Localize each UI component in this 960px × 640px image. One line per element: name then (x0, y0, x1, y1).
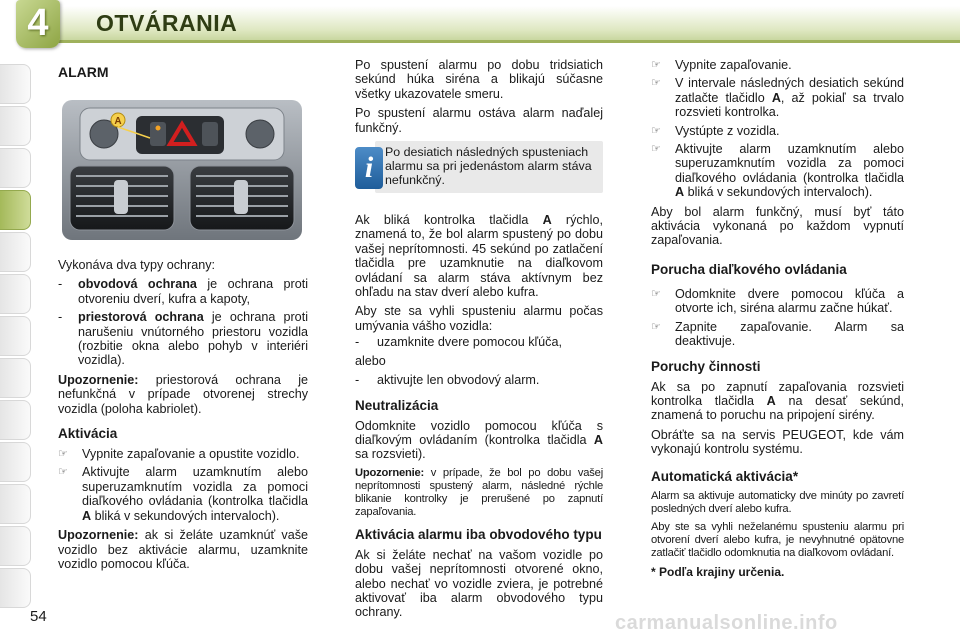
column-3 (651, 58, 904, 584)
side-tab-active[interactable] (0, 190, 31, 230)
dashboard-photo (62, 100, 302, 240)
section-heading-remote-failure: Porucha diaľkového ovládania (651, 261, 847, 277)
section-heading-malfunctions: Poruchy činnosti (651, 358, 761, 374)
text: rýchlo, znamená to, že bol alarm spustený po dobu vašej neprítomnosti. 45 sekúnd po zatlačení tlačidla pre uzamknutie na diaľkovom ovládaní sa alarm stáva aktívnym bez ohľadu na stav dverí alebo kufra. (355, 213, 603, 300)
page-header (0, 0, 960, 44)
note-label: Upozornenie: (58, 372, 139, 387)
paragraph: Aby ste sa vyhli spusteniu alarmu počas umývania vášho vozidla: (355, 304, 603, 333)
button-ref: A (82, 508, 92, 523)
dash-marker: - (58, 277, 63, 292)
term-bold: obvodová ochrana (78, 277, 197, 292)
note-text: ak si želáte uzamknúť vaše vozidlo bez aktivácie alarmu, uzamknite vozidlo pomocou kľúča. (58, 528, 308, 571)
paragraph (355, 419, 603, 462)
paragraph: Ak si želáte nechať na vašom vozidle po dobu vašej neprítomnosti otvorené okno, alebo nechať vo vozidle zviera, je potrebné aktivovať iba alarm obvodového typu ochrany. (355, 547, 603, 620)
dash-marker: - (355, 335, 360, 350)
button-ref: A (593, 432, 603, 447)
protection-types (58, 277, 308, 367)
note-label: Upozornenie: (355, 466, 425, 479)
paragraph: Aby bol alarm funkčný, musí byť táto aktivácia vykonaná po každom vypnutí zapaľovania. (651, 204, 904, 248)
section-heading-activation: Aktivácia (58, 426, 118, 442)
side-tab[interactable] (0, 316, 31, 356)
side-tabs (0, 64, 34, 610)
list-item (651, 58, 904, 72)
note-3 (355, 467, 603, 519)
side-tab[interactable] (0, 148, 31, 188)
chapter-number: 4 (27, 2, 49, 44)
step-text: Odomknite dvere pomocou kľúča a otvorte ich, siréna alarmu začne húkať. (675, 286, 904, 316)
paragraph (355, 213, 603, 299)
step-text: bliká v sekundových intervaloch). (684, 185, 873, 200)
note-label: Upozornenie: (58, 528, 139, 543)
term-text: je ochrana proti narušeniu vnútorného priestoru vozidla (rozbitie okna alebo pohyb v interiéri vozidla). (78, 310, 308, 368)
perimeter-steps (651, 58, 904, 200)
button-ref: A (766, 393, 776, 408)
text: Ak sa po zapnutí zapaľovania rozsvieti kontrolka tlačidla (651, 379, 904, 408)
pointing-hand-icon: ☞ (651, 77, 661, 90)
note-text: priestorová ochrana je nefunkčná v prípade otvorenej strechy vozidla (poloha kabriolet). (58, 372, 308, 416)
remote-steps (651, 287, 904, 349)
item-text: aktivujte len obvodový alarm. (377, 373, 540, 388)
dashboard-illustration (62, 100, 302, 240)
side-tab[interactable] (0, 232, 31, 272)
button-a-label: A (114, 116, 122, 127)
section-heading-perimeter: Aktivácia alarmu iba obvodového typu (355, 526, 602, 542)
column-1 (58, 58, 308, 576)
step-text: Aktivujte alarm uzamknutím alebo superuzamknutím vozidla za pomoci diaľkového ovládania (kontrolka tlačidla (82, 465, 308, 509)
paragraph: Po spustení alarmu po dobu tridsiatich sekúnd húka siréna a blikajú súčasne všetky ukazovatele smeru. (355, 58, 603, 101)
item-text: uzamknite dvere pomocou kľúča, (377, 335, 562, 350)
list-item (58, 465, 308, 523)
step-text: , až pokiaľ sa trvalo rozsvieti kontrolka. (675, 90, 904, 120)
pointing-hand-icon: ☞ (651, 287, 661, 300)
text: sa rozsvieti). (355, 447, 426, 462)
pointing-hand-icon: ☞ (651, 320, 661, 333)
list-item (58, 277, 308, 306)
text: na desať sekúnd, znamená to poruchu na pripojení sirény. (651, 393, 904, 423)
side-tab[interactable] (0, 484, 31, 524)
dash-marker: - (355, 373, 360, 388)
note-text: v prípade, že bol po dobu vašej neprítomnosti spustený alarm, následné rýchle blikanie kontrolky je prerušené po zapnutí zapaľovania. (355, 466, 603, 518)
pointing-hand-icon: ☞ (651, 124, 661, 137)
side-tab[interactable] (0, 442, 31, 482)
step-text: Zapnite zapaľovanie. Alarm sa deaktivuje. (675, 319, 904, 349)
side-tab[interactable] (0, 274, 31, 314)
list-item (651, 124, 904, 138)
side-tab[interactable] (0, 358, 31, 398)
term-text: je ochrana proti otvoreniu dverí, kufra a kapoty, (78, 277, 309, 306)
intro-text: Vykonáva dva typy ochrany: (58, 258, 216, 272)
column-2 (355, 58, 603, 625)
step-text: V intervale následných desiatich sekúnd zatlačte tlačidlo (675, 76, 904, 105)
footnote: * Podľa krajiny určenia. (651, 564, 785, 579)
paragraph (651, 380, 904, 423)
section-heading-alarm: ALARM (58, 64, 109, 80)
list-item (355, 373, 603, 387)
step-text: bliká v sekundových intervaloch). (91, 508, 280, 523)
side-tab[interactable] (0, 64, 31, 104)
dash-marker: - (58, 310, 63, 325)
step-text: Vypnite zapaľovanie. (675, 58, 792, 72)
step-text: Aktivujte alarm uzamknutím alebo superuzamknutím vozidla za pomoci diaľkového ovládania (kontrolka tlačidla (675, 142, 904, 185)
paragraph: Po spustení alarmu ostáva alarm naďalej funkčný. (355, 106, 603, 135)
pointing-hand-icon: ☞ (651, 59, 661, 71)
list-item (355, 335, 603, 349)
note-2 (58, 528, 308, 571)
list-item (58, 310, 308, 368)
text: Odomknite vozidlo pomocou kľúča s diaľkovým ovládaním (kontrolka tlačidla (355, 418, 603, 447)
page-number: 54 (30, 608, 47, 625)
paragraph: alebo (355, 353, 386, 368)
pointing-hand-icon: ☞ (651, 143, 661, 156)
pointing-hand-icon: ☞ (58, 466, 68, 479)
term-bold: priestorová ochrana (78, 310, 204, 325)
chapter-title: OTVÁRANIA (96, 10, 238, 36)
list-item (651, 320, 904, 349)
button-ref: A (675, 185, 685, 200)
side-tab[interactable] (0, 526, 31, 566)
paragraph: Aby ste sa vyhli neželanému spusteniu alarmu pri otvorení dverí alebo kufra, je nevyhnutné opätovne zatlačiť tlačidlo odomknutia na diaľkovom ovládaní. (651, 520, 904, 559)
paragraph: Obráťte sa na servis PEUGEOT, kde vám vykonajú kontrolu systému. (651, 427, 904, 457)
info-icon: i (355, 147, 383, 189)
info-box (355, 141, 603, 203)
button-ref: A (771, 90, 781, 105)
pointing-hand-icon: ☞ (58, 448, 68, 461)
activation-steps (58, 447, 308, 523)
list-item (58, 447, 308, 461)
section-heading-neutralization: Neutralizácia (355, 397, 439, 413)
paragraph: Alarm sa aktivuje automaticky dve minúty po zavretí posledných dverí alebo kufra. (651, 489, 904, 515)
step-text: Vypnite zapaľovanie a opustite vozidlo. (82, 447, 300, 462)
chapter-tab (16, 0, 60, 48)
watermark: carmanualsonline.info (615, 612, 838, 634)
step-text: Vystúpte z vozidla. (675, 123, 780, 138)
note-1 (58, 373, 308, 416)
text: Ak bliká kontrolka tlačidla (355, 213, 543, 228)
list-item (651, 76, 904, 119)
side-tab[interactable] (0, 106, 31, 146)
side-tab[interactable] (0, 400, 31, 440)
section-heading-auto-activation: Automatická aktivácia* (651, 468, 799, 484)
button-ref: A (542, 213, 552, 228)
side-tab[interactable] (0, 568, 31, 608)
list-item (651, 142, 904, 200)
list-item (651, 287, 904, 316)
info-text: Po desiatich následných spusteniach alarmu sa pri jedenástom alarm stáva nefunkčný. (385, 145, 592, 188)
